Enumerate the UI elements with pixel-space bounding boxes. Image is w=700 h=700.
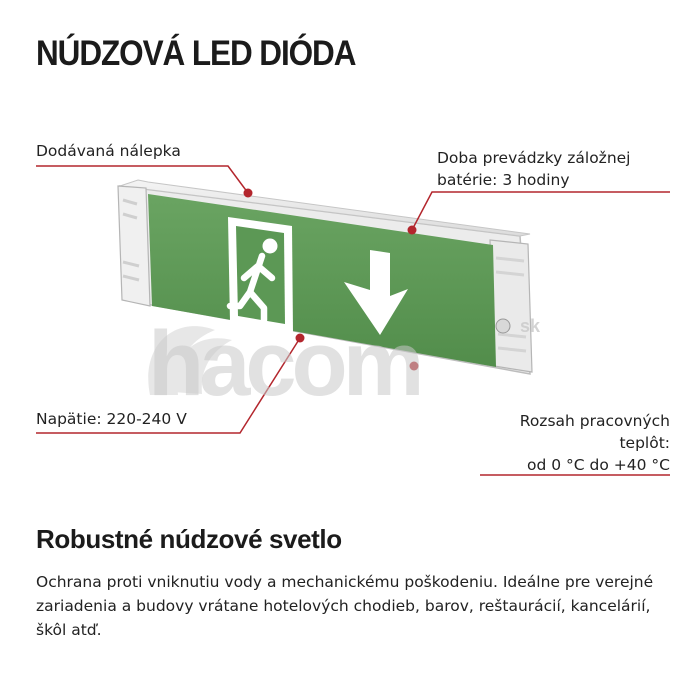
callout-battery-line2: batérie: 3 hodiny [437, 171, 570, 189]
callout-range-line2: teplôt: [619, 434, 670, 452]
callout-range-line3: od 0 °C do +40 °C [527, 456, 670, 474]
callout-battery-line1: Doba prevádzky záložnej [437, 149, 631, 167]
callout-voltage: Napätie: 220-240 V [36, 410, 187, 428]
callout-range-line1: Rozsah pracovných [519, 412, 670, 430]
section-heading: Robustné núdzové svetlo [36, 524, 342, 554]
watermark-suffix: sk [520, 316, 541, 336]
section-description: Ochrana proti vniknutiu vody a mechanickému poškodeniu. Ideálne pre verejné zariadenia a budovy vrátane hotelových chodieb, barov, reštaurácií, kancelárií, škôl atď. [36, 573, 654, 639]
watermark-text: hacom [148, 313, 420, 415]
callout-sticker: Dodávaná nálepka [36, 142, 181, 160]
page-title: NÚDZOVÁ LED DIÓDA [36, 34, 356, 73]
